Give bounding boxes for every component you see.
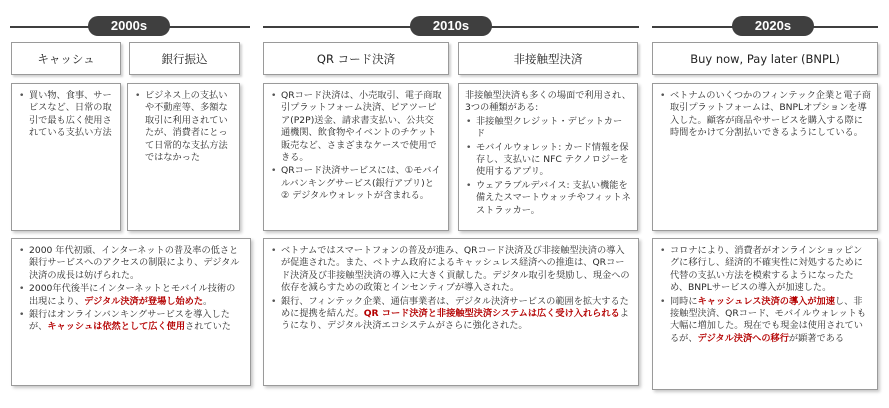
description-qr-code-item: • QRコード決済サービスには、①モバイルバンキングサービス(銀行アプリ)と② デジタルウォレットが含まれる。 <box>270 165 442 202</box>
description-cash <box>11 83 121 231</box>
description-bank-transfer <box>127 83 240 231</box>
context-2000s-item <box>18 309 244 334</box>
context-2010s <box>263 238 639 386</box>
description-contactless <box>458 83 638 231</box>
context-2020s-item: • コロナにより、消費者がオンラインショッピングに移行し、経済的不確実性に対処するために代替の支払い方法を模索するようになったため、BNPLサービスの導入が加速した。 <box>659 245 871 295</box>
context-2020s-item <box>659 296 871 346</box>
description-contactless-intro: 非接触型決済も多くの場面で利用され、3つの種類がある: <box>465 90 631 114</box>
description-cash-item: • 買い物、食事、サービスなど、日常の取引で最も広く使用されている支払い方法 <box>18 90 114 140</box>
context-2000s-item <box>18 283 244 308</box>
method-qr-code <box>263 42 449 75</box>
method-bnpl <box>652 42 878 75</box>
context-2020s <box>652 238 878 390</box>
method-bank-transfer <box>129 42 240 75</box>
context-2020s-text: し、非接触型決済、QRコード、モバイルウォレットも大幅に増加した。現在でも現金は使用されているが、 <box>670 295 867 344</box>
description-qr-code <box>263 83 449 231</box>
method-contactless-label: 非接触型決済 <box>513 51 583 66</box>
era-pill-2000s: 2000s <box>88 16 170 36</box>
context-2000s-highlight: デジタル決済が登場し始めた <box>84 295 204 307</box>
context-2020s-text: 同時に <box>670 295 698 307</box>
method-cash <box>11 42 121 75</box>
era-pill-2010s: 2010s <box>410 16 492 36</box>
description-bnpl <box>652 83 878 231</box>
context-2000s-item: • 2000 年代初頭、インターネットの普及率の低さと銀行サービスへのアクセスの制限により、デジタル決済の成長は妨げられた。 <box>18 245 244 282</box>
context-2010s-text: ようになり、デジタル決済エコシステムがさらに強化された。 <box>281 308 629 332</box>
description-contactless-item: • 非接触型クレジット・デビットカード <box>465 116 631 141</box>
description-qr-code-item: • QRコード決済は、小売取引、電子商取引プラットフォーム決済、ピアツーピア(P2P)送金、請求書支払い、公共交通機関、飲食物やイベントのチケット販売など、さまざまなケースで使用できる。 <box>270 90 442 164</box>
context-2000s <box>11 238 251 386</box>
context-2010s-highlight: QR コード決済と非接触型決済システムは広く受け入れられる <box>363 308 620 320</box>
description-contactless-item: • モバイルウォレット: カード情報を保存し、支払いに NFC テクノロジーを使用するアプリ。 <box>465 142 631 179</box>
context-2010s-text: 銀行、フィンテック企業、通信事業者は、デジタル決済サービスの範囲を拡大するために提携を結んだ。 <box>281 295 629 320</box>
context-2000s-text: されていた <box>185 321 231 333</box>
method-qr-code-label: QR コード決済 <box>316 51 396 66</box>
context-2000s-text: 銀行はオンラインバンキングサービスを導入したが、 <box>29 309 230 333</box>
context-2000s-text: 。 <box>203 295 213 307</box>
description-contactless-item: • ウェアラブルデバイス: 支払い機能を備えたスマートウォッチやフィットネストラッカー。 <box>465 180 631 217</box>
context-2000s-text: 2000年代後半にインターネットとモバイル技術の出現により、 <box>29 283 236 307</box>
context-2020s-highlight: デジタル決済への移行 <box>697 332 789 344</box>
method-bnpl-label: Buy now, Pay later (BNPL) <box>690 51 840 66</box>
context-2000s-highlight: キャッシュは依然として広く使用 <box>47 321 186 333</box>
description-bnpl-item: • ベトナムのいくつかのフィンテック企業と電子商取引プラットフォームは、BNPLオプションを導入した。顧客が商品やサービスを購入する際に時間をかけて分割払いできるようにしている。 <box>659 90 871 140</box>
era-pill-2020s: 2020s <box>732 16 814 36</box>
context-2020s-highlight: キャッシュレス決済の導入が加速 <box>697 295 835 307</box>
method-bank-transfer-label: 銀行振込 <box>161 51 208 66</box>
method-contactless <box>458 42 638 75</box>
method-cash-label: キャッシュ <box>37 51 95 66</box>
context-2010s-item: • ベトナムではスマートフォンの普及が進み、QRコード決済及び非接触型決済の導入が促進された。また、ベトナム政府によるキャッシュレス経済への推進は、QRコード決済及び非接触型決済の導入に大きく貢献した。デジタル取引を奨励し、現金への依存を減らすための政策とインセンティブが導入された。 <box>270 245 632 295</box>
description-bank-transfer-item: • ビジネス上の支払いや不動産等、多額な取引に利用されていたが、消費者にとって日常的な支払方法ではなかった <box>134 90 233 164</box>
context-2010s-item <box>270 296 632 333</box>
context-2020s-text: が顕著である <box>788 332 845 344</box>
